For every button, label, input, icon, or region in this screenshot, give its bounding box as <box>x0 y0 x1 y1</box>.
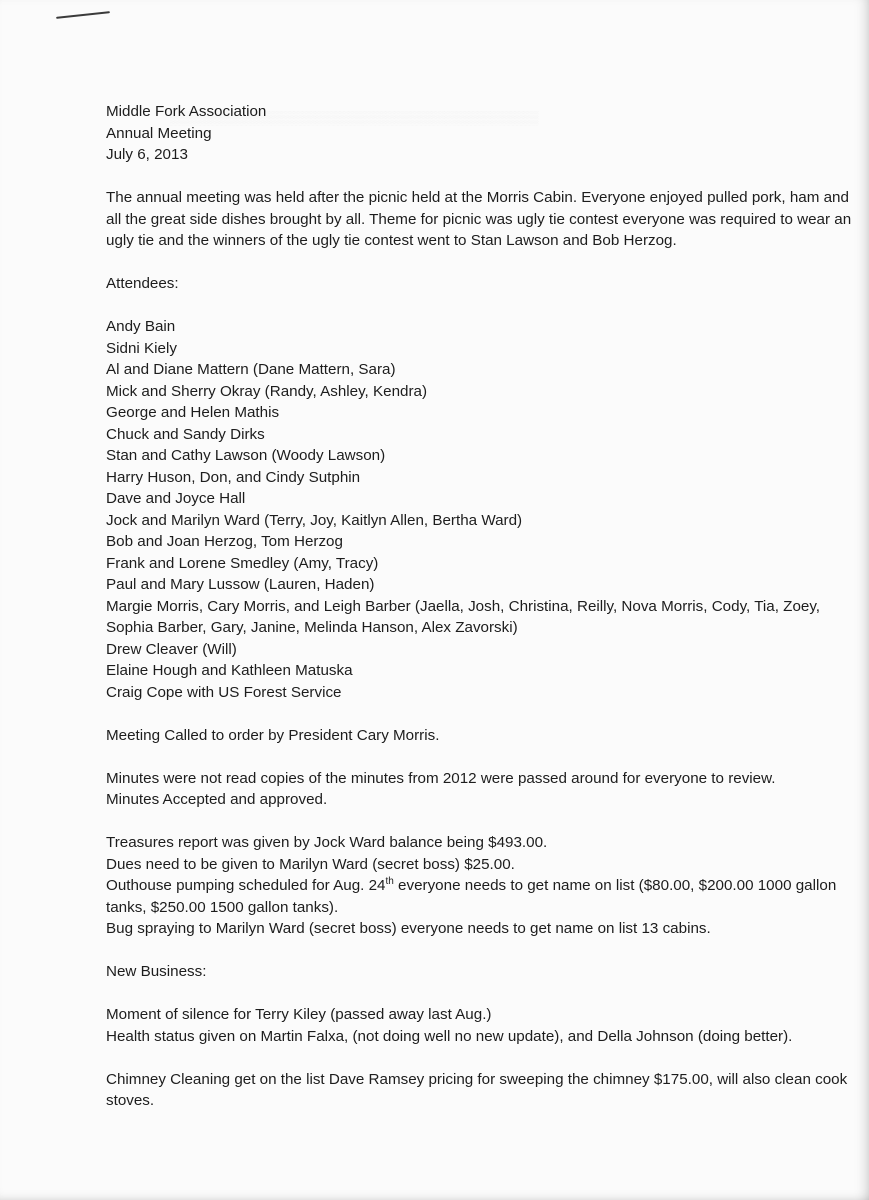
attendee-item: Al and Diane Mattern (Dane Mattern, Sara) <box>106 361 396 378</box>
attendee-list <box>106 316 858 703</box>
staple-mark <box>56 11 110 19</box>
attendee-item: Dave and Joyce Hall <box>106 490 246 507</box>
minutes-review: Minutes were not read copies of the minutes from 2012 were passed around for everyone to review. <box>106 769 776 787</box>
org-name: Middle Fork Association <box>106 103 267 120</box>
attendee-item: Stan and Cathy Lawson (Woody Lawson) <box>106 447 386 464</box>
meeting-date: July 6, 2013 <box>106 146 188 163</box>
attendee-item: Frank and Lorene Smedley (Amy, Tracy) <box>106 554 379 572</box>
bug-spraying: Bug spraying to Marilyn Ward (secret boss) everyone needs to get name on list 13 cabins. <box>106 920 711 937</box>
attendee-item: Craig Cope with US Forest Service <box>106 683 342 701</box>
attendees-heading: Attendees: <box>106 275 179 292</box>
moment-of-silence: Moment of silence for Terry Kiley (passed away last Aug.) <box>106 1006 492 1023</box>
new-business-heading: New Business: <box>106 963 207 980</box>
attendee-item: Margie Morris, Cary Morris, and Leigh Barber (Jaella, Josh, Christina, Reilly, Nova Morris, Cody, Tia, Zoey, Sophia Barber, Gary, Janine, Melinda Hanson, Alex Zavorski) <box>106 597 821 636</box>
attendee-item: George and Helen Mathis <box>106 404 280 421</box>
attendee-item: Sidni Kiely <box>106 339 177 357</box>
outhouse-text-b: everyone needs to get name on list ($80.00, $200.00 1000 gallon tanks, $250.00 1500 gallon tanks). <box>106 877 837 916</box>
outhouse-pumping <box>106 875 858 918</box>
health-status: Health status given on Martin Falxa, (not doing well no new update), and Della Johnson (doing better). <box>106 1027 793 1045</box>
attendee-item: Andy Bain <box>106 318 176 335</box>
ordinal-suffix: th <box>385 875 394 887</box>
meeting-minutes <box>106 101 858 1112</box>
attendee-item: Paul and Mary Lussow (Lauren, Haden) <box>106 576 375 593</box>
dues-note: Dues need to be given to Marilyn Ward (secret boss) $25.00. <box>106 855 515 873</box>
minutes-approved: Minutes Accepted and approved. <box>106 791 328 808</box>
meeting-type: Annual Meeting <box>106 124 212 142</box>
attendee-item: Drew Cleaver (Will) <box>106 640 237 658</box>
attendee-item: Bob and Joan Herzog, Tom Herzog <box>106 533 343 550</box>
attendee-item: Jock and Marilyn Ward (Terry, Joy, Kaitlyn Allen, Bertha Ward) <box>106 511 523 529</box>
attendee-item: Mick and Sherry Okray (Randy, Ashley, Kendra) <box>106 382 428 400</box>
intro-paragraph: The annual meeting was held after the picnic held at the Morris Cabin. Everyone enjoyed pulled pork, ham and all the great side dishes brought by all. Theme for picnic was ugly tie contest everyone was required to wear an ugly tie and the winners of the ugly tie contest went to Stan Lawson and Bob Herzog. <box>106 189 852 249</box>
outhouse-text-a: Outhouse pumping scheduled for Aug. 24 <box>106 877 386 894</box>
call-to-order: Meeting Called to order by President Cary Morris. <box>106 726 440 744</box>
chimney-cleaning: Chimney Cleaning get on the list Dave Ramsey pricing for sweeping the chimney $175.00, will also clean cook stoves. <box>106 1070 848 1109</box>
treasurer-report: Treasures report was given by Jock Ward balance being $493.00. <box>106 834 548 851</box>
attendee-item: Harry Huson, Don, and Cindy Sutphin <box>106 468 361 486</box>
attendee-item: Elaine Hough and Kathleen Matuska <box>106 662 353 679</box>
attendee-item: Chuck and Sandy Dirks <box>106 425 265 443</box>
